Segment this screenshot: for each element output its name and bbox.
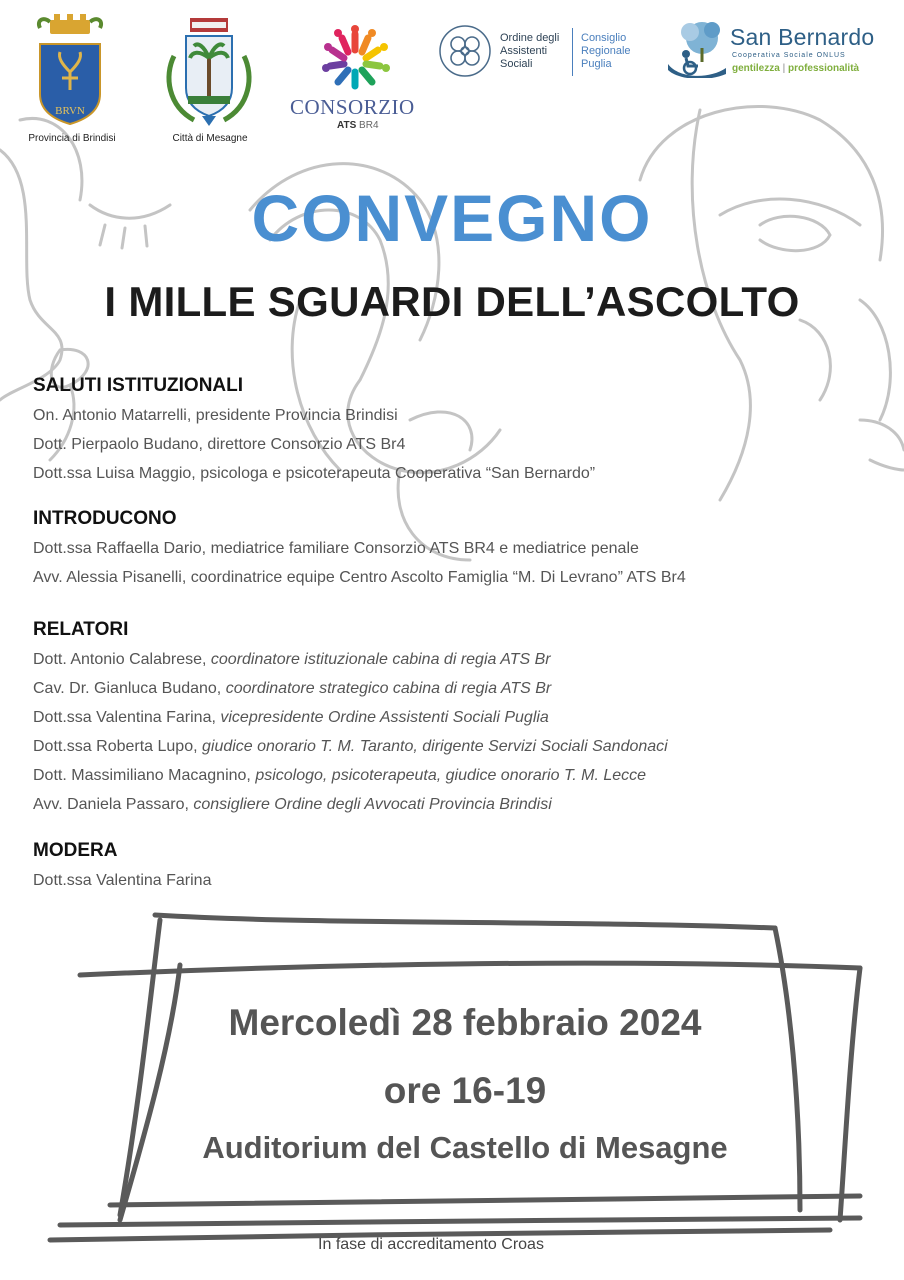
san-bernardo-tree-wheelchair-icon [668, 18, 726, 78]
san-bernardo-tagline: gentilezza | professionalità [732, 63, 860, 74]
speaker-line: Dott.ssa Valentina Farina [33, 872, 212, 889]
section-modera [33, 840, 893, 895]
section-heading: MODERA [33, 840, 118, 861]
ordine-divider [572, 28, 573, 76]
consorzio-name: CONSORZIO [290, 95, 415, 119]
sketch-lines [0, 107, 904, 561]
consorzio-people-icon [318, 24, 392, 96]
ordine-assistenti-sociali-knot-icon [438, 24, 492, 78]
speaker-line: Dott. Massimiliano Macagnino, psicologo, psicoterapeuta, giudice onorario T. M. Lecce [33, 767, 647, 784]
citta-mesagne-crest-logo [164, 16, 254, 130]
section-introducono [33, 508, 893, 592]
san-bernardo-subtitle: Cooperativa Sociale ONLUS [732, 52, 846, 59]
san-bernardo-name: San Bernardo [730, 24, 875, 50]
speaker-line: Cav. Dr. Gianluca Budano, coordinatore strategico cabina di regia ATS Br [33, 680, 552, 697]
speaker-line: On. Antonio Matarrelli, presidente Provincia Brindisi [33, 407, 398, 424]
event-time: ore 16-19 [383, 1070, 547, 1111]
speaker-line: Dott. Antonio Calabrese, coordinatore istituzionale cabina di regia ATS Br [33, 651, 551, 668]
crest-text: BRVN [55, 105, 85, 117]
speaker-line: Avv. Alessia Pisanelli, coordinatrice equipe Centro Ascolto Famiglia “M. Di Levrano” ATS Br4 [33, 569, 686, 586]
section-relatori [33, 619, 893, 819]
section-heading: RELATORI [33, 619, 129, 640]
ordine-name: Ordine degli Assistenti Sociali [500, 32, 560, 70]
section-heading: INTRODUCONO [33, 508, 177, 529]
consorzio-ats-label: ATS BR4 [337, 120, 379, 131]
mesagne-caption: Città di Mesagne [172, 133, 248, 144]
speaker-line: Dott.ssa Luisa Maggio, psicologa e psicoterapeuta Cooperativa “San Bernardo” [33, 465, 596, 482]
provincia-caption: Provincia di Brindisi [28, 133, 116, 144]
event-title: CONVEGNO [251, 181, 653, 255]
accreditation-note: In fase di accreditamento Croas [318, 1236, 544, 1253]
speaker-line: Dott.ssa Valentina Farina, vicepresidente Ordine Assistenti Sociali Puglia [33, 709, 549, 726]
event-subtitle: I MILLE SGUARDI DELL’ASCOLTO [104, 278, 800, 325]
speaker-line: Dott.ssa Raffaella Dario, mediatrice familiare Consorzio ATS BR4 e mediatrice penale [33, 540, 639, 557]
speaker-line: Avv. Daniela Passaro, consigliere Ordine degli Avvocati Provincia Brindisi [33, 796, 552, 813]
section-saluti [33, 375, 893, 488]
section-heading: SALUTI ISTITUZIONALI [33, 375, 244, 396]
event-date: Mercoledì 28 febbraio 2024 [228, 1002, 702, 1043]
provincia-brindisi-crest-logo [32, 14, 108, 132]
speaker-line: Dott. Pierpaolo Budano, direttore Consorzio ATS Br4 [33, 436, 406, 453]
speaker-line: Dott.ssa Roberta Lupo, giudice onorario T. M. Taranto, dirigente Servizi Sociali Sandonaci [33, 738, 668, 755]
event-venue: Auditorium del Castello di Mesagne [202, 1130, 728, 1165]
ordine-consiglio: Consiglio Regionale Puglia [581, 32, 631, 70]
